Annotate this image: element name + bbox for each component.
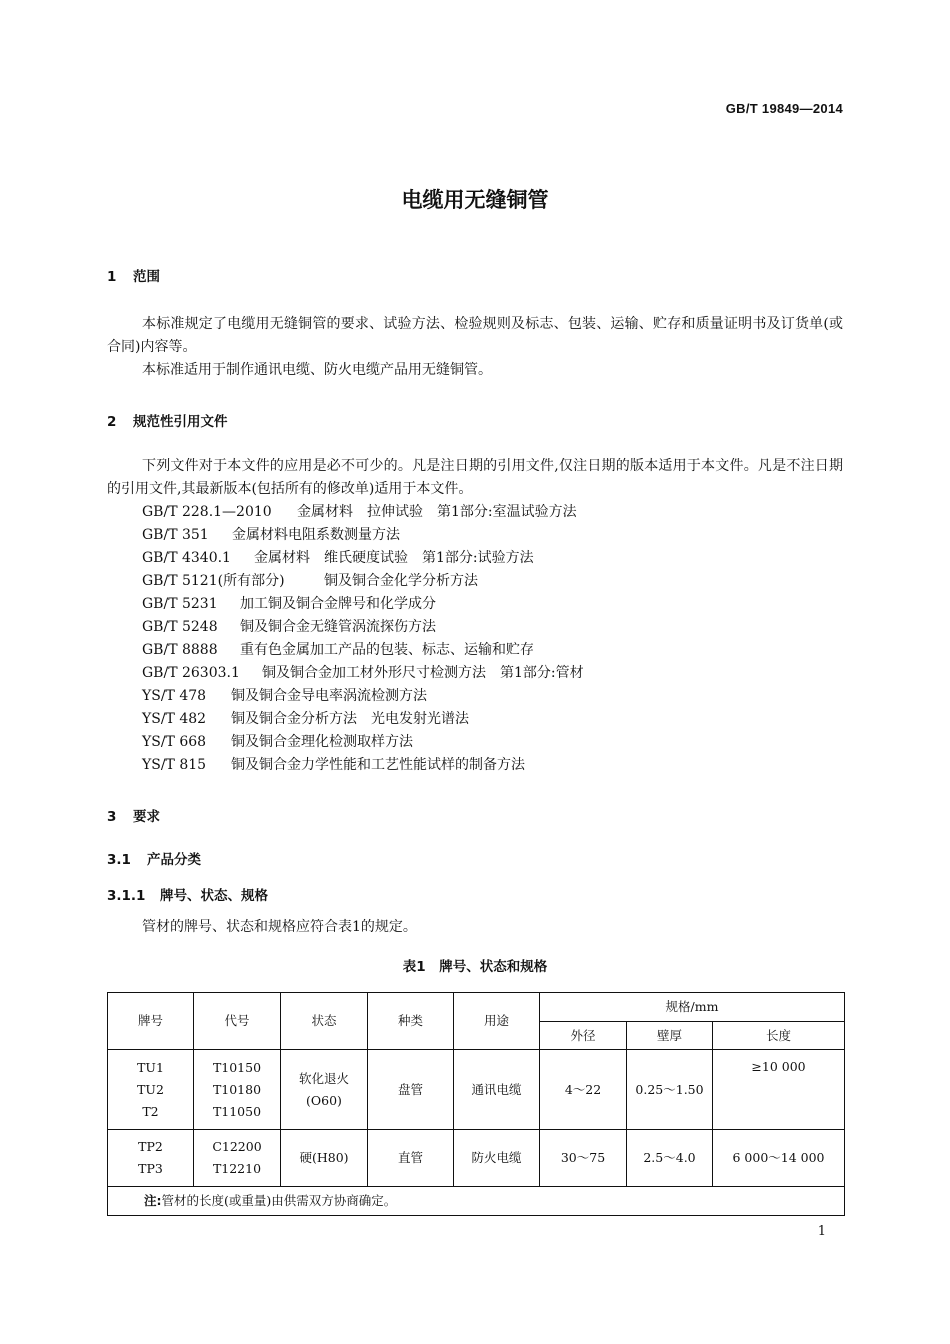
section-3-number: 3 [107, 809, 117, 825]
wall-thickness-cell: 2.5～4.0 [627, 1130, 713, 1187]
grade-value: TU1 [137, 1059, 164, 1075]
reference-item [142, 593, 584, 616]
header-usage: 用途 [454, 993, 540, 1050]
grade-value: TP3 [138, 1161, 163, 1176]
reference-item [142, 547, 584, 570]
note-text: 管材的长度(或重量)由供需双方协商确定。 [161, 1193, 397, 1208]
temper-code: (O60) [306, 1092, 342, 1108]
grade-value: TP2 [138, 1139, 163, 1154]
table-note [108, 1187, 845, 1216]
section-3-1-1-title: 牌号、状态、规格 [160, 888, 268, 904]
reference-code: GB/T 228.1—2010 [142, 504, 272, 520]
section-3-heading [107, 805, 160, 825]
header-wall-thickness: 壁厚 [627, 1022, 713, 1050]
document-title: 电缆用无缝铜管 [401, 188, 549, 212]
type-cell: 盘管 [368, 1050, 454, 1130]
reference-title: 铜及铜合金理化检测取样方法 [231, 734, 413, 750]
reference-item [142, 639, 584, 662]
code-cell [194, 1050, 281, 1130]
section-1-number: 1 [107, 269, 117, 285]
table-row [108, 1130, 845, 1187]
reference-code: GB/T 8888 [142, 642, 218, 658]
header-grade: 牌号 [108, 993, 194, 1050]
section-1-paragraph-1: 本标准规定了电缆用无缝铜管的要求、试验方法、检验规则及标志、包装、运输、贮存和质量证明书及订货单(或合同)内容等。 [107, 316, 843, 355]
code-value: C12200 [212, 1139, 262, 1154]
reference-code: GB/T 5121(所有部分) [142, 573, 285, 589]
grade-value: TU2 [137, 1081, 164, 1097]
code-cell [194, 1130, 281, 1187]
section-3-1-heading [107, 848, 201, 868]
usage-cell: 防火电缆 [454, 1130, 540, 1187]
reference-item [142, 685, 584, 708]
reference-title: 铜及铜合金导电率涡流检测方法 [231, 688, 427, 704]
header-code: 代号 [194, 993, 281, 1050]
temper-value: 硬(H80) [299, 1150, 349, 1165]
reference-title: 铜及铜合金力学性能和工艺性能试样的制备方法 [231, 757, 525, 773]
reference-code: GB/T 26303.1 [142, 665, 240, 681]
reference-item [142, 731, 584, 754]
reference-item [142, 708, 584, 731]
reference-code: GB/T 5231 [142, 596, 218, 612]
note-label: 注: [144, 1193, 162, 1208]
reference-code: YS/T 482 [142, 711, 207, 727]
section-1-title: 范围 [133, 269, 160, 285]
header-spec-group: 规格/mm [540, 993, 845, 1022]
reference-title: 金属材料 拉伸试验 第1部分:室温试验方法 [297, 504, 577, 520]
type-cell: 直管 [368, 1130, 454, 1187]
section-3-1-title: 产品分类 [147, 852, 201, 868]
reference-item [142, 501, 584, 524]
reference-code: YS/T 668 [142, 734, 207, 750]
wall-thickness-cell: 0.25～1.50 [627, 1050, 713, 1130]
section-2-heading [107, 410, 228, 430]
grade-cell [108, 1050, 194, 1130]
reference-item [142, 616, 584, 639]
grade-value: T2 [142, 1103, 159, 1119]
reference-title: 铜及铜合金无缝管涡流探伤方法 [240, 619, 436, 635]
header-length: 长度 [713, 1022, 845, 1050]
page-number: 1 [817, 1224, 826, 1239]
length-cell: ≥10 000 [713, 1050, 845, 1130]
temper-value: 软化退火 [298, 1070, 349, 1086]
reference-title: 铜及铜合金化学分析方法 [324, 573, 478, 589]
code-value: T10150 [212, 1059, 262, 1075]
section-3-title: 要求 [133, 809, 160, 825]
reference-title: 铜及铜合金加工材外形尺寸检测方法 第1部分:管材 [262, 665, 584, 681]
section-2-intro: 下列文件对于本文件的应用是必不可少的。凡是注日期的引用文件,仅注日期的版本适用于本文件。凡是不注日期的引用文件,其最新版本(包括所有的修改单)适用于本文件。 [107, 458, 843, 497]
section-3-1-number: 3.1 [107, 852, 131, 868]
header-type: 种类 [368, 993, 454, 1050]
standard-code: GB/T 19849—2014 [725, 101, 843, 116]
reference-list [142, 501, 584, 777]
section-3-1-1-text: 管材的牌号、状态和规格应符合表1的规定。 [142, 919, 417, 935]
length-cell: 6 000～14 000 [713, 1130, 845, 1187]
reference-title: 重有色金属加工产品的包装、标志、运输和贮存 [240, 642, 534, 658]
usage-cell: 通讯电缆 [454, 1050, 540, 1130]
section-2-number: 2 [107, 414, 117, 430]
header-temper: 状态 [281, 993, 368, 1050]
table-caption: 表1 牌号、状态和规格 [402, 959, 548, 975]
reference-item [142, 524, 584, 547]
temper-cell [281, 1050, 368, 1130]
code-value: T10180 [212, 1081, 262, 1097]
table-header-row [108, 993, 845, 1022]
reference-item [142, 570, 584, 593]
reference-item [142, 754, 584, 777]
section-3-1-1-heading [107, 884, 268, 904]
reference-title: 金属材料 维氏硬度试验 第1部分:试验方法 [254, 550, 534, 566]
reference-code: GB/T 4340.1 [142, 550, 231, 566]
section-2-title: 规范性引用文件 [133, 414, 228, 430]
code-value: T12210 [212, 1161, 262, 1176]
reference-item [142, 662, 584, 685]
reference-code: YS/T 815 [142, 757, 207, 773]
reference-code: YS/T 478 [142, 688, 207, 704]
reference-code: GB/T 351 [142, 527, 209, 543]
spec-table [107, 992, 845, 1216]
grade-cell [108, 1130, 194, 1187]
header-outer-diameter: 外径 [540, 1022, 627, 1050]
reference-title: 铜及铜合金分析方法 光电发射光谱法 [231, 711, 469, 727]
code-value: T11050 [212, 1103, 262, 1119]
section-1-heading [107, 265, 160, 285]
table-row [108, 1050, 845, 1130]
table-note-row [108, 1187, 845, 1216]
reference-code: GB/T 5248 [142, 619, 218, 635]
outer-diameter-cell: 30～75 [540, 1130, 627, 1187]
section-3-1-1-number: 3.1.1 [107, 888, 146, 904]
reference-title: 加工铜及铜合金牌号和化学成分 [240, 596, 436, 612]
section-1-paragraph-2: 本标准适用于制作通讯电缆、防火电缆产品用无缝铜管。 [142, 362, 492, 378]
reference-title: 金属材料电阻系数测量方法 [232, 527, 400, 543]
temper-cell [281, 1130, 368, 1187]
outer-diameter-cell: 4～22 [540, 1050, 627, 1130]
